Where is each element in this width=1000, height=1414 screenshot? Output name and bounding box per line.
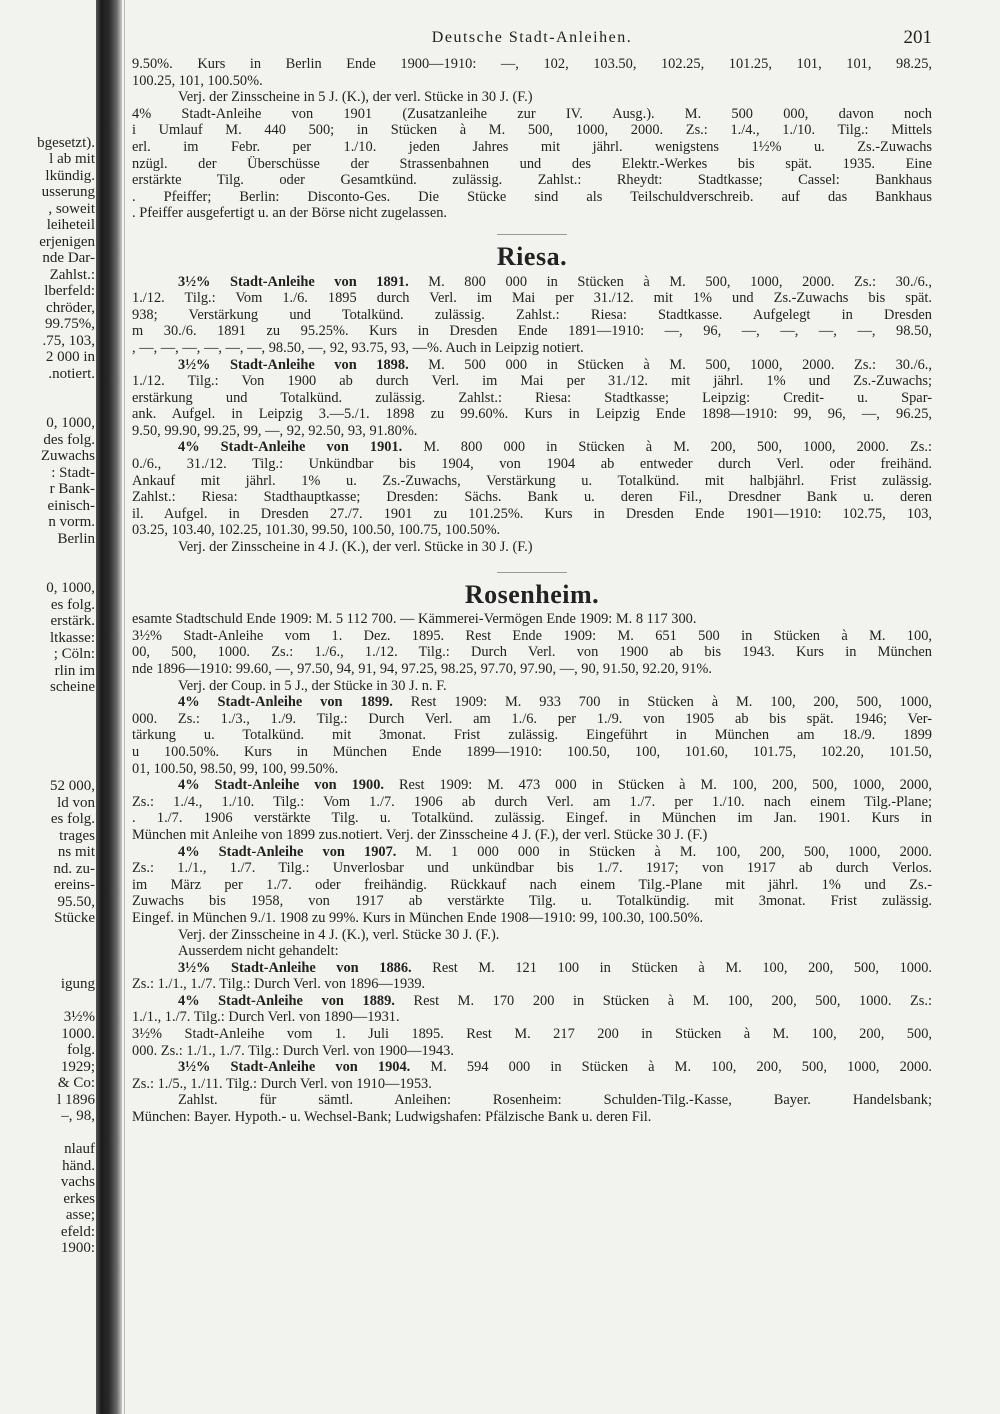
fragment-line xyxy=(0,712,95,729)
text-line: 938; Verstärkung und Totalkünd. zulässig. Zahlst.: Riesa: Stadtkasse. Aufgelegt in Dresden xyxy=(132,306,932,323)
fragment-line: 99.75%, xyxy=(45,316,95,332)
fragment-line: l 1896 xyxy=(57,1091,95,1108)
text-line: Zuwachs bis 1958, von 1917 ab verstärkte Tilg. u. Totalkündig. mit 3monat. Frist zulässig. xyxy=(132,893,932,910)
fragment-line: nlauf xyxy=(64,1141,95,1157)
text-line: 4% Stadt-Anleihe von 1901 (Zusatzanleihe zur IV. Ausg.). M. 500 000, davon noch xyxy=(132,105,932,122)
header-title: Deutsche Stadt-Anleihen. xyxy=(431,29,633,46)
text-line: 1./12. Tilg.: Vom 1./6. 1895 durch Verl. im Mai per 31./12. mit 1% und Zs.-Zuwachs bis spät. xyxy=(132,290,932,307)
fragment-line xyxy=(0,993,95,1010)
text-line: 9.50, 99.90, 99.25, 99, —, 92, 92.50, 93, 91.80%. xyxy=(132,422,418,439)
text-line: nzügl. der Überschüsse der Strassenbahnen und des Elektr.-Werkes bis spät. 1935. Eine xyxy=(132,155,932,172)
text-line: Zahlst.: Riesa: Stadthauptkasse; Dresden: Sächs. Bank u. deren Fil., Dresdner Bank u. deren xyxy=(132,489,932,506)
fragment-line: 1929; xyxy=(60,1058,95,1075)
fragment-line: vachs xyxy=(60,1174,95,1190)
text-line: Verj. der Zinsscheine in 4 J. (K.), der verl. Stücke in 30 J. (F.) xyxy=(178,539,533,556)
fragment-line: l ab mit xyxy=(49,151,95,167)
text-line: Zs.: 1./1., 1./7. Tilg.: Unverlosbar und unkündbar bis 1./7. 1917; von 1917 ab durch Verlos. xyxy=(132,860,932,877)
text-line: 03.25, 103.40, 102.25, 101.30, 99.50, 100.50, 100.75, 100.50%. xyxy=(132,522,501,539)
text-line: München: Bayer. Hypoth.- u. Wechsel-Bank; Ludwigshafen: Pfälzische Bank u. deren Fil. xyxy=(132,1109,652,1126)
fragment-line: rlin im xyxy=(54,662,95,679)
fragment-line: einisch- xyxy=(47,497,95,514)
main-column xyxy=(132,27,932,1126)
text-line: nde 1896—1910: 99.60, —, 97.50, 94, 91, 94, 97.25, 98.25, 97.70, 97.90, —, 90, 91.50, 92.20, 91%. xyxy=(132,661,713,677)
text-line: 1./1., 1./7. Tilg.: Durch Verl. von 1890—1931. xyxy=(132,1009,400,1026)
fragment-line xyxy=(0,943,95,960)
fragment-line: usserung xyxy=(41,184,95,200)
fragment-line: 0, 1000, xyxy=(46,580,95,596)
text-line: 000. Zs.: 1./1., 1./7. Tilg.: Durch Verl. von 1900—1943. xyxy=(132,1042,454,1059)
fragment-line: .75, 103, xyxy=(42,332,95,349)
fragment-line: es folg. xyxy=(50,811,95,827)
text-line: 01, 100.50, 98.50, 99, 100, 99.50%. xyxy=(132,760,339,777)
fragment-line: ; Cöln: xyxy=(53,646,95,662)
text-line: 4% Stadt-Anleihe von 1900. Rest 1909: M. 473 000 in Stücken à M. 100, 200, 500, 1000, 2000, xyxy=(178,777,932,794)
fragment-line xyxy=(0,960,95,977)
page-gutter-shadow xyxy=(96,0,122,1414)
text-line: 0./6., 31./12. Tilg.: Unkündbar bis 1904, von 1904 ab entweder durch Verl. oder freihänd. xyxy=(132,456,932,473)
text-line: . Pfeiffer ausgefertigt u. an der Börse nicht zugelassen. xyxy=(132,205,448,222)
fragment-line: es folg. xyxy=(50,596,95,613)
fragment-line: 95.50, xyxy=(57,893,95,910)
fragment-line: r Bank- xyxy=(49,481,95,497)
carryover-entry-text xyxy=(132,56,932,222)
fragment-line: –, 98, xyxy=(61,1108,95,1124)
fragment-line: leiheteil xyxy=(46,217,95,233)
fragment-line: nd. zu- xyxy=(53,860,95,877)
fragment-line xyxy=(0,399,95,416)
fragment-line: 1900: xyxy=(60,1240,95,1256)
text-line: 4% Stadt-Anleihe von 1889. Rest M. 170 200 in Stücken à M. 100, 200, 500, 1000. Zs.: xyxy=(178,992,932,1009)
page-number: 201 xyxy=(903,27,932,48)
text-line: u 100.50%. Kurs in München Ende 1899—1910: 100.50, 100, 101.60, 101.75, 102.20, 101.50, xyxy=(132,743,932,760)
text-line: 3½% Stadt-Anleihe von 1898. M. 500 000 in Stücken à M. 500, 1000, 2000. Zs.: 30./6., xyxy=(178,356,932,373)
fragment-line: Zuwachs xyxy=(40,448,95,464)
text-line: 1./12. Tilg.: Von 1900 ab durch Verl. im Mai per 31./12. mit jährl. 1% und Zs.-Zuwachs; xyxy=(132,373,932,390)
text-line: 4% Stadt-Anleihe von 1901. M. 800 000 in Stücken à M. 200, 500, 1000, 2000. Zs.: xyxy=(178,439,932,456)
fragment-line: nde Dar- xyxy=(42,250,95,266)
fragment-line: erjenigen xyxy=(39,233,95,250)
fragment-line: ltkasse: xyxy=(50,629,95,646)
text-line: erstärkung und Totalkünd. zulässig. Zahlst.: Riesa: Stadtkasse; Leipzig: Credit- u. Spar- xyxy=(132,389,932,406)
rosenheim-entries xyxy=(132,611,932,1125)
fragment-line xyxy=(0,745,95,762)
fragment-line: ld von xyxy=(57,794,95,811)
text-line: Verj. der Zinsscheine in 5 J. (K.), der verl. Stücke in 30 J. (F.) xyxy=(178,89,533,106)
fragment-line: erkes xyxy=(63,1190,95,1207)
text-line: ank. Aufgel. in Leipzig 3.—5./1. 1898 zu 99.60%. Kurs in Leipzig Ende 1898—1910: 99, 96, —, 96.25, xyxy=(132,406,932,423)
text-line: München mit Anleihe von 1899 zus.notiert. Verj. der Zinsscheine 4 J. (F.), der verl. Stücke 30 J. (F.) xyxy=(132,826,708,843)
fragment-line: , soweit xyxy=(48,200,95,217)
text-line: . Pfeiffer; Berlin: Disconto-Ges. Die Stücke sind als Teilschuldverschreib. auf das Bankhaus xyxy=(132,188,932,205)
text-line: Eingef. in München 9./1. 1908 zu 99%. Kurs in München Ende 1908—1910: 99, 100.30, 100.50%. xyxy=(132,909,704,926)
text-line: erstärkte Tilg. oder Gesamtkünd. zulässig. Zahlst.: Rheydt: Stadtkasse; Cassel: Bankhaus xyxy=(132,172,932,189)
text-line: tärkung u. Totalkünd. mit 3monat. Frist zulässig. Eingeführt in München am 18./9. 1899 xyxy=(132,727,932,744)
text-line: il. Aufgel. in Dresden 27./7. 1901 zu 101.25%. Kurs in Dresden Ende 1901—1910: 102.75, 103, xyxy=(132,505,932,522)
previous-page-fragment xyxy=(0,118,95,1257)
fragment-line xyxy=(0,762,95,779)
fragment-line: trages xyxy=(59,827,95,844)
gutter-edge-line xyxy=(124,0,125,1414)
text-line: 3½% Stadt-Anleihe von 1904. M. 594 000 in Stücken à M. 100, 200, 500, 1000, 2000. xyxy=(178,1059,932,1076)
section-divider xyxy=(497,572,567,573)
fragment-line: n vorm. xyxy=(48,514,95,530)
text-line: 100.25, 101, 100.50%. xyxy=(132,72,263,89)
fragment-line: 1000. xyxy=(61,1025,95,1042)
text-line: 3½% Stadt-Anleihe vom 1. Juli 1895. Rest M. 217 200 in Stücken à M. 100, 200, 500, xyxy=(132,1026,932,1043)
fragment-line: folg. xyxy=(67,1042,95,1058)
text-line: i Umlauf M. 440 500; in Stücken à M. 500, 1000, 2000. Zs.: 1./4., 1./10. Tilg.: Mittels xyxy=(132,122,932,139)
fragment-line: 3½% xyxy=(63,1009,95,1025)
fragment-line: 52 000, xyxy=(50,778,95,794)
fragment-line: erstärk. xyxy=(50,613,95,629)
text-line: 00, 500, 1000. Zs.: 1./6., 1./12. Tilg.: Durch Verl. von 1900 ab bis 1943. Kurs in München xyxy=(132,644,932,661)
text-line: Zs.: 1./4., 1./10. Tilg.: Vom 1./7. 1906 ab durch Verl. am 1./7. per 1./10. nach einem Tilg.-Plane; xyxy=(132,793,932,810)
text-line: Zs.: 1./1., 1./7. Tilg.: Durch Verl. von 1896—1939. xyxy=(132,976,426,993)
text-line: Zahlst. für sämtl. Anleihen: Rosenheim: Schulden-Tilg.-Kasse, Bayer. Handelsbank; xyxy=(178,1092,932,1109)
text-line: . 1./7. 1906 verstärkte Tilg. u. Totalkünd. zulässig. Eingef. in München im Jan. 1901. Kurs in xyxy=(132,810,932,827)
fragment-line: asse; xyxy=(65,1207,95,1223)
text-line: 000. Zs.: 1./3., 1./9. Tilg.: Durch Verl. am 1./6. per 1./9. von 1905 ab bis spät. 1946; Ver- xyxy=(132,710,932,727)
fragment-line: chröder, xyxy=(46,299,95,316)
text-line: 4% Stadt-Anleihe von 1899. Rest 1909: M. 933 700 in Stücken à M. 100, 200, 500, 1000, xyxy=(178,694,932,711)
text-line: 3½% Stadt-Anleihe von 1891. M. 800 000 in Stücken à M. 500, 1000, 2000. Zs.: 30./6., xyxy=(178,273,932,290)
text-line: 4% Stadt-Anleihe von 1907. M. 1 000 000 in Stücken à M. 100, 200, 500, 1000, 2000. xyxy=(178,843,932,860)
text-line: Verj. der Coup. in 5 J., der Stücke in 30 J. n. F. xyxy=(178,677,447,694)
section-heading-rosenheim: Rosenheim. xyxy=(464,579,600,609)
section-divider xyxy=(497,234,567,235)
fragment-line xyxy=(0,927,95,944)
fragment-line xyxy=(0,118,95,135)
fragment-line: igung xyxy=(60,976,95,992)
fragment-line: ereins- xyxy=(54,877,95,893)
fragment-line: Berlin xyxy=(57,530,95,547)
fragment-line: lberfeld: xyxy=(44,283,95,299)
fragment-line: 0, 1000, xyxy=(46,415,95,431)
text-line: Ankauf mit jährl. 1% u. Zs.-Zuwachs, Verstärkung u. Totalkünd. mit halbjährl. Frist zulässig. xyxy=(132,472,932,489)
text-line: m 30./6. 1891 zu 95.25%. Kurs in Dresden Ende 1891—1910: —, 96, —, —, —, —, 98.50, xyxy=(132,323,932,340)
fragment-line xyxy=(0,382,95,399)
fragment-line: ns mit xyxy=(57,844,95,860)
text-line: 3½% Stadt-Anleihe von 1886. Rest M. 121 100 in Stücken à M. 100, 200, 500, 1000. xyxy=(178,959,932,976)
fragment-line: händ. xyxy=(62,1157,95,1174)
text-line: esamte Stadtschuld Ende 1909: M. 5 112 700. — Kämmerei-Vermögen Ende 1909: M. 8 117 300. xyxy=(132,611,697,628)
fragment-line: 2 000 in xyxy=(45,349,95,365)
text-line: 3½% Stadt-Anleihe vom 1. Dez. 1895. Rest Ende 1909: M. 651 500 in Stücken à M. 100, xyxy=(132,627,932,644)
running-header xyxy=(132,27,932,56)
text-line: erl. im Febr. per 1./10. jeden Jahres mit jährl. wenigstens 1½% u. Zs.-Zuwachs xyxy=(132,138,932,155)
fragment-line: Zahlst.: xyxy=(49,266,95,283)
fragment-line: : Stadt- xyxy=(51,464,95,481)
fragment-line xyxy=(0,564,95,581)
fragment-line xyxy=(0,696,95,713)
fragment-line: efeld: xyxy=(60,1223,95,1240)
fragment-line: Stücke xyxy=(54,910,95,926)
section-heading-riesa: Riesa. xyxy=(496,241,568,271)
text-line: Verj. der Zinsscheine in 4 J. (K.), verl. Stücke 30 J. (F.). xyxy=(178,926,500,943)
text-line: , —, —, —, —, —, —, 98.50, —, 92, 93.75, 93, —%. Auch in Leipzig notiert. xyxy=(132,339,584,356)
text-line: 9.50%. Kurs in Berlin Ende 1900—1910: —, 102, 103.50, 102.25, 101.25, 101, 101, 98.25, xyxy=(132,56,932,72)
fragment-line: lkündig. xyxy=(45,167,95,184)
fragment-line xyxy=(0,1125,95,1142)
fragment-line: .notiert. xyxy=(48,365,95,382)
fragment-line: & Co: xyxy=(57,1075,95,1091)
fragment-line xyxy=(0,547,95,564)
fragment-line: bgesetzt). xyxy=(37,134,95,151)
fragment-line: scheine xyxy=(50,679,95,695)
fragment-line xyxy=(0,729,95,746)
text-line: Ausserdem nicht gehandelt: xyxy=(178,943,339,960)
text-line: im März per 1./7. oder freihändig. Rückkauf nach einem Tilg.-Plane mit jährl. 1% und Zs.- xyxy=(132,876,932,893)
fragment-line: des folg. xyxy=(43,431,95,448)
text-line: Zs.: 1./5., 1./11. Tilg.: Durch Verl. von 1910—1953. xyxy=(132,1075,432,1092)
riesa-entries xyxy=(132,274,932,556)
